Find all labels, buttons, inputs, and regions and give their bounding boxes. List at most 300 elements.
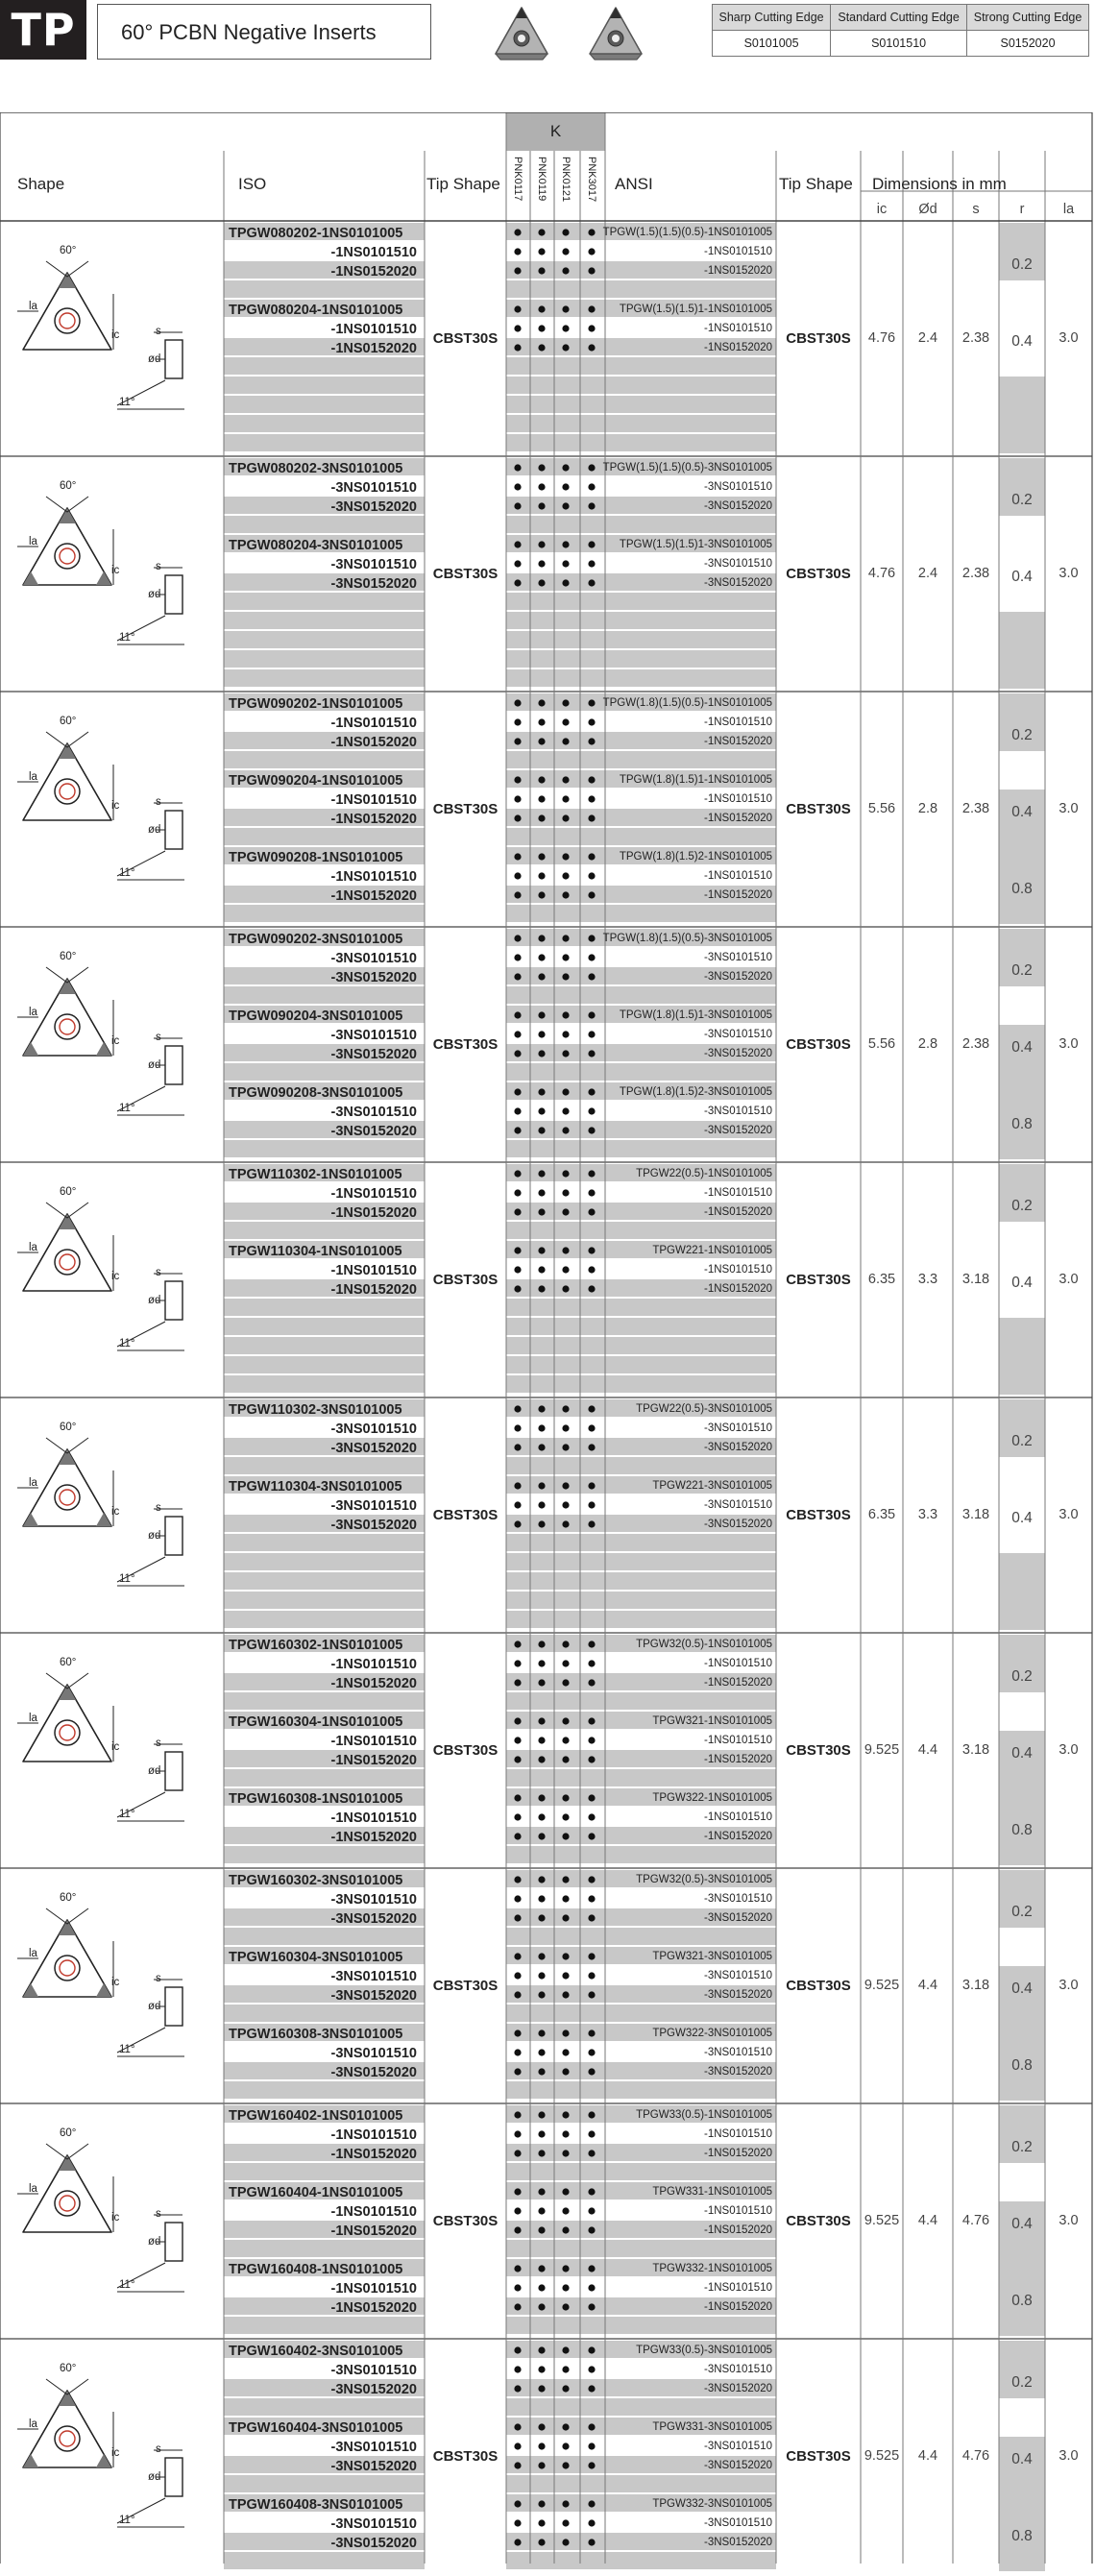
grade-available-dot [588, 1501, 595, 1508]
grade-available-dot [538, 795, 545, 802]
iso-code: TPGW160408-1NS0101005 [229, 2262, 403, 2277]
grade-available-dot [588, 1756, 595, 1762]
iso-code: -1NS0152020 [330, 812, 417, 827]
grade-available-dot [562, 1717, 569, 1724]
ansi-code: TPGW331-3NS0101005 [652, 2421, 772, 2433]
grade-available-dot [538, 1794, 545, 1801]
shape-label-d: ød [148, 1295, 161, 1306]
ansi-code: TPGW332-3NS0101005 [652, 2498, 772, 2510]
grade-available-dot [588, 1914, 595, 1921]
grade-available-dot [562, 579, 569, 586]
dim-ic: 9.525 [864, 1741, 900, 1758]
dim-d: 2.4 [917, 329, 938, 346]
grade-available-dot [538, 2029, 545, 2036]
ansi-code: TPGW(1.5)(1.5)(0.5)-3NS0101005 [602, 462, 772, 474]
grade-available-dot [538, 1813, 545, 1820]
grade-available-dot [514, 1501, 521, 1508]
ansi-code: -1NS0152020 [704, 889, 772, 901]
ansi-code: -3NS0101510 [704, 2364, 772, 2375]
ansi-code: -1NS0152020 [704, 1283, 772, 1295]
grade-available-dot [514, 2265, 521, 2272]
grade-available-dot [538, 560, 545, 567]
grade-available-dot [562, 2442, 569, 2449]
grade-available-dot [588, 1011, 595, 1018]
table-grid [0, 112, 1095, 2571]
grade-available-dot [514, 248, 521, 255]
grade-available-dot [514, 776, 521, 783]
ansi-code: -1NS0101510 [704, 323, 772, 334]
grade-available-dot [588, 872, 595, 879]
ansi-code: -3NS0152020 [704, 2383, 772, 2394]
grade-available-dot [562, 1660, 569, 1666]
grade-available-dot [514, 2207, 521, 2214]
iso-code: -3NS0101510 [330, 1028, 417, 1043]
grade-available-dot [514, 2111, 521, 2118]
grade-available-dot [562, 891, 569, 898]
grade-available-dot [538, 267, 545, 274]
grade-available-dot [538, 229, 545, 235]
shape-label-relief: 11° [119, 1103, 135, 1114]
grade-available-dot [562, 954, 569, 960]
grade-available-dot [588, 2188, 595, 2195]
radius-value: 0.4 [1011, 804, 1033, 820]
tip-shape: CBST30S [786, 1977, 851, 1994]
iso-code: TPGW160404-1NS0101005 [229, 2185, 403, 2200]
grade-available-dot [562, 560, 569, 567]
shape-label-la: la [29, 1242, 37, 1253]
tip-shape: CBST30S [786, 800, 851, 817]
grade-available-dot [588, 2366, 595, 2372]
grade-available-dot [514, 1953, 521, 1959]
ansi-code: -3NS0152020 [704, 1442, 772, 1453]
grade-available-dot [588, 891, 595, 898]
grade-available-dot [588, 1107, 595, 1114]
grade-available-dot [514, 973, 521, 980]
ansi-code: -3NS0101510 [704, 2441, 772, 2452]
shape-label-d: ød [148, 2471, 161, 2483]
grade-available-dot [562, 1895, 569, 1902]
grade-available-dot [588, 2207, 595, 2214]
grade-available-dot [562, 1833, 569, 1839]
grade-available-dot [538, 1170, 545, 1177]
shape-label-angle: 60° [60, 480, 77, 492]
grade-available-dot [514, 2539, 521, 2545]
iso-code: -3NS0101510 [330, 1498, 417, 1514]
dim-la: 3.0 [1058, 2447, 1079, 2464]
dim-la: 3.0 [1058, 565, 1079, 581]
grade-available-dot [562, 2111, 569, 2118]
grade-available-dot [538, 1833, 545, 1839]
iso-code: -3NS0152020 [330, 2536, 417, 2551]
grade-available-dot [514, 1737, 521, 1743]
shape-label-la: la [29, 771, 37, 783]
ansi-code: -3NS0101510 [704, 481, 772, 493]
ansi-code: TPGW33(0.5)-3NS0101005 [636, 2345, 772, 2356]
shape-label-la: la [29, 1477, 37, 1489]
grade-available-dot [562, 2284, 569, 2291]
dim-d: 2.8 [917, 1035, 938, 1052]
dim-la: 3.0 [1058, 2212, 1079, 2228]
page-title: 60° PCBN Negative Inserts [97, 4, 431, 60]
grade-available-dot [588, 1813, 595, 1820]
col-ansi-header: ANSI [615, 175, 653, 193]
grade-available-dot [562, 1482, 569, 1489]
iso-code: -3NS0101510 [330, 2516, 417, 2532]
shape-label-angle: 60° [60, 1422, 77, 1433]
iso-code: -1NS0101510 [330, 792, 417, 808]
grade-available-dot [538, 1972, 545, 1979]
iso-code: -3NS0101510 [330, 557, 417, 572]
grade-available-dot [562, 935, 569, 941]
ansi-code: TPGW331-1NS0101005 [652, 2186, 772, 2198]
dim-ic: 9.525 [864, 2447, 900, 2464]
ansi-code: -3NS0152020 [704, 1125, 772, 1136]
grade-available-dot [588, 248, 595, 255]
grade-available-dot [514, 560, 521, 567]
grade-available-dot [538, 776, 545, 783]
shape-label-s: s [156, 1973, 161, 1984]
grade-available-dot [538, 2519, 545, 2526]
shape-label-relief: 11° [119, 1573, 135, 1585]
grade-available-dot [538, 2284, 545, 2291]
grade-available-dot [588, 1189, 595, 1196]
iso-code: TPGW090208-1NS0101005 [229, 850, 403, 865]
grade-available-dot [562, 1679, 569, 1686]
iso-code: TPGW160304-3NS0101005 [229, 1950, 403, 1965]
col-tip-header: Tip Shape [426, 175, 500, 193]
tip-shape: CBST30S [786, 1741, 851, 1759]
grade-available-dot [514, 1914, 521, 1921]
iso-code: -3NS0152020 [330, 1441, 417, 1456]
edge-code: S0101510 [831, 31, 967, 57]
grade-available-dot [562, 2049, 569, 2055]
dim-la: 3.0 [1058, 329, 1079, 346]
iso-code: -3NS0101510 [330, 480, 417, 496]
grade-available-dot [588, 776, 595, 783]
grade-available-dot [514, 891, 521, 898]
grade-available-dot [562, 1189, 569, 1196]
col-shape-header: Shape [17, 175, 65, 193]
grade-available-dot [514, 935, 521, 941]
grade-available-dot [514, 1717, 521, 1724]
radius-value: 0.4 [1011, 333, 1033, 350]
grade-available-dot [562, 2500, 569, 2507]
grade-available-dot [562, 2539, 569, 2545]
grade-available-dot [588, 2284, 595, 2291]
iso-code: TPGW160304-1NS0101005 [229, 1714, 403, 1730]
grade-available-dot [538, 1247, 545, 1253]
shape-label-d: ød [148, 824, 161, 836]
grade-available-dot [562, 1170, 569, 1177]
iso-code: TPGW160302-3NS0101005 [229, 1873, 403, 1888]
dim-ic: 4.76 [867, 329, 896, 346]
dim-d: 4.4 [917, 1741, 938, 1758]
edge-code: S0152020 [967, 31, 1089, 57]
dim-ic: 9.525 [864, 2212, 900, 2228]
ansi-code: TPGW(1.5)(1.5)(0.5)-1NS0101005 [602, 227, 772, 238]
grade-available-dot [514, 2462, 521, 2468]
grade-available-dot [538, 1914, 545, 1921]
grade-available-dot [562, 2130, 569, 2137]
grade-available-dot [588, 541, 595, 547]
grade-available-dot [514, 1170, 521, 1177]
grade-available-dot [588, 1520, 595, 1527]
ansi-code: TPGW22(0.5)-3NS0101005 [636, 1403, 772, 1415]
grade-available-dot [514, 1833, 521, 1839]
iso-code: -1NS0101510 [330, 2127, 417, 2143]
iso-code: TPGW090202-1NS0101005 [229, 696, 403, 712]
iso-code: TPGW080202-3NS0101005 [229, 461, 403, 476]
dim-d: 4.4 [917, 1977, 938, 1993]
grade-available-dot [538, 2462, 545, 2468]
grade-available-dot [562, 973, 569, 980]
grade-available-dot [562, 1876, 569, 1883]
grade-available-dot [562, 2346, 569, 2353]
ansi-code: -3NS0101510 [704, 1893, 772, 1905]
grade-available-dot [588, 229, 595, 235]
grade-available-dot [514, 2519, 521, 2526]
shape-label-ic: ic [111, 2447, 120, 2459]
iso-code: TPGW160402-1NS0101005 [229, 2108, 403, 2124]
grade-available-dot [538, 2385, 545, 2392]
grade-available-dot [562, 2462, 569, 2468]
dim-la: 3.0 [1058, 800, 1079, 816]
grade-available-dot [514, 1127, 521, 1133]
grade-available-dot [538, 2423, 545, 2430]
grade-available-dot [538, 1660, 545, 1666]
shape-label-la: la [29, 1007, 37, 1018]
grade-available-dot [514, 2284, 521, 2291]
ansi-code: -1NS0152020 [704, 2301, 772, 2313]
grade-available-dot [538, 502, 545, 509]
col-tip2-header: Tip Shape [779, 175, 853, 193]
grade-available-dot [562, 1520, 569, 1527]
grade-available-dot [538, 853, 545, 860]
grade-available-dot [538, 1679, 545, 1686]
radius-value: 0.4 [1011, 1510, 1033, 1526]
iso-code: -1NS0101510 [330, 716, 417, 731]
iso-code: -3NS0101510 [330, 1969, 417, 1984]
grade-available-dot [514, 1991, 521, 1998]
shape-label-relief: 11° [119, 2279, 135, 2291]
grade-available-dot [538, 1011, 545, 1018]
grade-available-dot [514, 795, 521, 802]
grade-available-dot [588, 738, 595, 744]
grade-available-dot [588, 1717, 595, 1724]
cutting-edge-table [712, 4, 1089, 57]
grade-available-dot [514, 699, 521, 706]
shape-label-relief: 11° [119, 2044, 135, 2055]
series-badge: TP [0, 0, 86, 60]
grade-available-dot [588, 1031, 595, 1037]
grade-available-dot [588, 464, 595, 471]
grade-available-dot [538, 954, 545, 960]
iso-code: TPGW160308-1NS0101005 [229, 1791, 403, 1807]
grade-available-dot [562, 344, 569, 351]
radius-value: 0.2 [1011, 962, 1033, 979]
shape-label-s: s [156, 1738, 161, 1749]
grade-available-dot [538, 1088, 545, 1095]
shape-label-relief: 11° [119, 397, 135, 408]
edge-label: Sharp Cutting Edge [713, 5, 831, 31]
shape-label-relief: 11° [119, 1338, 135, 1349]
ansi-code: -3NS0152020 [704, 500, 772, 512]
dim-la: 3.0 [1058, 1977, 1079, 1993]
shape-label-d: ød [148, 1765, 161, 1777]
radius-value: 0.4 [1011, 1275, 1033, 1291]
shape-label-angle: 60° [60, 1186, 77, 1198]
shape-label-d: ød [148, 1530, 161, 1542]
ansi-code: -1NS0101510 [704, 2282, 772, 2294]
shape-label-s: s [156, 2443, 161, 2455]
grade-available-dot [538, 2207, 545, 2214]
shape-label-relief: 11° [119, 632, 135, 644]
grade-available-dot [514, 1011, 521, 1018]
shape-label-d: ød [148, 2236, 161, 2248]
grade-available-dot [514, 1813, 521, 1820]
grade-available-dot [588, 1088, 595, 1095]
grade-available-dot [514, 1266, 521, 1273]
dim-s: 3.18 [961, 1271, 990, 1287]
iso-code: -3NS0101510 [330, 1422, 417, 1437]
grade-available-dot [538, 344, 545, 351]
grade-available-dot [588, 1208, 595, 1215]
grade-available-dot [588, 2500, 595, 2507]
shape-label-s: s [156, 326, 161, 337]
shape-label-ic: ic [111, 1741, 120, 1753]
grade-available-dot [588, 2462, 595, 2468]
dim-d: 2.8 [917, 800, 938, 816]
grade-available-dot [588, 1737, 595, 1743]
product-table [0, 112, 1095, 2571]
shape-label-ic: ic [111, 1506, 120, 1518]
grade-available-dot [562, 1444, 569, 1450]
shape-label-angle: 60° [60, 1892, 77, 1904]
iso-code: -1NS0101510 [330, 322, 417, 337]
ansi-code: -1NS0152020 [704, 736, 772, 747]
grade-available-dot [514, 2029, 521, 2036]
grade-available-dot [562, 2303, 569, 2310]
dim-label-1: Ød [918, 202, 937, 217]
grade-header-pnk0119: PNK0119 [536, 157, 548, 202]
radius-value: 0.2 [1011, 256, 1033, 273]
grade-available-dot [538, 1444, 545, 1450]
grade-available-dot [514, 541, 521, 547]
iso-code: -3NS0101510 [330, 1105, 417, 1120]
ansi-code: -1NS0152020 [704, 1677, 772, 1689]
grade-available-dot [538, 1189, 545, 1196]
grade-available-dot [538, 464, 545, 471]
grade-available-dot [562, 2068, 569, 2075]
radius-value: 0.8 [1011, 2528, 1033, 2544]
ansi-code: -1NS0152020 [704, 342, 772, 353]
iso-code: -1NS0101510 [330, 1657, 417, 1672]
grade-available-dot [562, 814, 569, 821]
shape-label-d: ød [148, 1059, 161, 1071]
grade-available-dot [538, 2068, 545, 2075]
grade-available-dot [514, 853, 521, 860]
col-iso-header: ISO [238, 175, 267, 193]
grade-header-pnk0117: PNK0117 [512, 157, 523, 202]
grade-available-dot [588, 2150, 595, 2156]
grade-available-dot [588, 560, 595, 567]
grade-available-dot [562, 2150, 569, 2156]
grade-available-dot [514, 344, 521, 351]
shape-label-la: la [29, 536, 37, 547]
radius-value: 0.2 [1011, 2139, 1033, 2155]
iso-code: -3NS0101510 [330, 1892, 417, 1908]
grade-available-dot [562, 872, 569, 879]
radius-value: 0.8 [1011, 1822, 1033, 1838]
iso-code: -1NS0152020 [330, 341, 417, 356]
tip-shape: CBST30S [432, 800, 499, 817]
ansi-code: TPGW22(0.5)-1NS0101005 [636, 1168, 772, 1179]
iso-code: -1NS0152020 [330, 1282, 417, 1298]
iso-code: TPGW110302-3NS0101005 [229, 1402, 402, 1418]
grade-available-dot [562, 1266, 569, 1273]
dim-label-4: la [1062, 202, 1075, 217]
dim-ic: 9.525 [864, 1977, 900, 1993]
tip-shape: CBST30S [786, 1506, 851, 1523]
edge-label: Standard Cutting Edge [831, 5, 967, 31]
grade-available-dot [588, 699, 595, 706]
grade-available-dot [538, 1285, 545, 1292]
grade-available-dot [514, 1756, 521, 1762]
grade-available-dot [588, 325, 595, 331]
grade-available-dot [588, 2442, 595, 2449]
ansi-code: -3NS0101510 [704, 952, 772, 963]
dim-s: 2.38 [961, 1035, 990, 1052]
grade-available-dot [562, 2366, 569, 2372]
grade-available-dot [514, 1424, 521, 1431]
ansi-code: -1NS0101510 [704, 1264, 772, 1276]
shape-label-s: s [156, 1032, 161, 1043]
grade-available-dot [514, 2226, 521, 2233]
grade-available-dot [562, 1107, 569, 1114]
iso-code: -3NS0101510 [330, 2363, 417, 2378]
shape-label-angle: 60° [60, 2363, 77, 2374]
grade-available-dot [562, 2226, 569, 2233]
grade-available-dot [588, 1991, 595, 1998]
shape-label-s: s [156, 796, 161, 808]
iso-code: -1NS0101510 [330, 1186, 417, 1202]
grade-available-dot [514, 1107, 521, 1114]
radius-value: 0.4 [1011, 2451, 1033, 2467]
tip-shape: CBST30S [432, 1506, 499, 1523]
grade-available-dot [538, 483, 545, 490]
shape-label-ic: ic [111, 1271, 120, 1282]
grade-available-dot [562, 1424, 569, 1431]
iso-code: -1NS0152020 [330, 1205, 417, 1221]
grade-available-dot [588, 1266, 595, 1273]
grade-available-dot [514, 325, 521, 331]
ansi-code: TPGW(1.8)(1.5)(0.5)-1NS0101005 [602, 697, 772, 709]
iso-code: -1NS0101510 [330, 1810, 417, 1826]
iso-code: -1NS0152020 [330, 1830, 417, 1845]
grade-available-dot [562, 267, 569, 274]
grade-available-dot [538, 305, 545, 312]
radius-value: 0.2 [1011, 727, 1033, 743]
tip-shape: CBST30S [432, 2212, 499, 2229]
ansi-code: -3NS0152020 [704, 1519, 772, 1530]
grade-available-dot [562, 229, 569, 235]
iso-code: -3NS0152020 [330, 2065, 417, 2080]
grade-available-dot [562, 1031, 569, 1037]
grade-available-dot [588, 1285, 595, 1292]
grade-available-dot [588, 1679, 595, 1686]
shape-label-ic: ic [111, 800, 120, 812]
grade-available-dot [538, 2130, 545, 2137]
